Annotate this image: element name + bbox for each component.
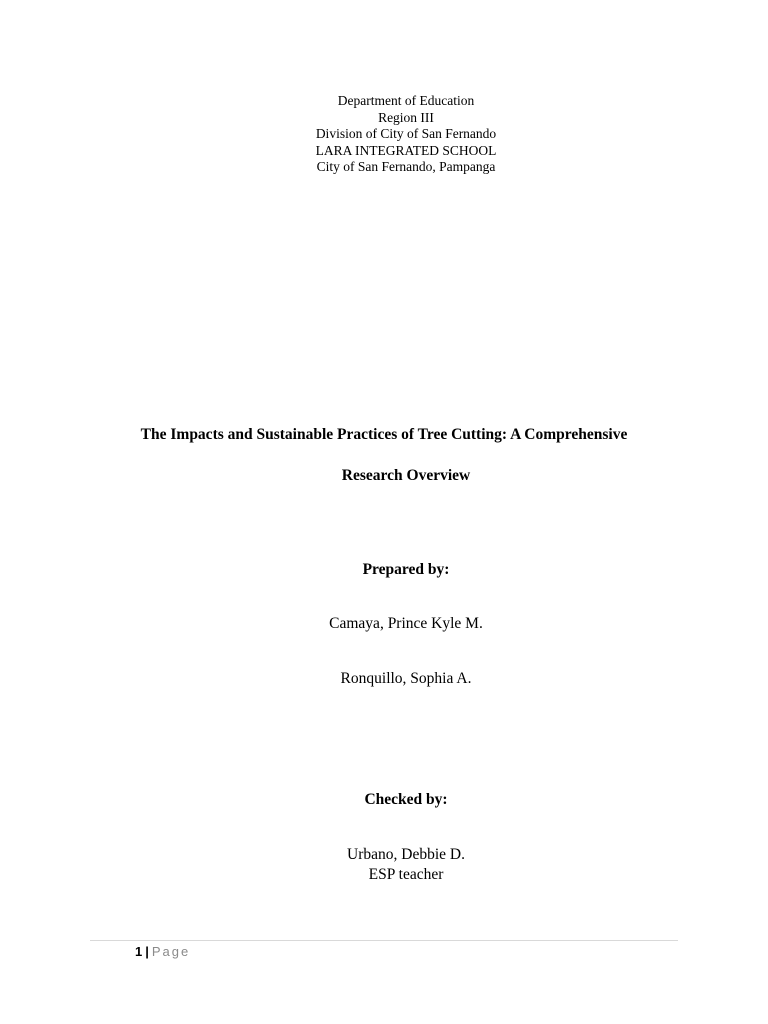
header-region: Region III	[378, 109, 434, 125]
header-school: LARA INTEGRATED SCHOOL	[315, 142, 497, 158]
checked-by-label: Checked by:	[364, 791, 448, 808]
preparer-name-2: Ronquillo, Sophia A.	[340, 670, 472, 687]
footer-divider	[90, 940, 678, 941]
page-footer	[135, 944, 190, 959]
checker-role: ESP teacher	[368, 866, 444, 883]
preparer-name-1: Camaya, Prince Kyle M.	[329, 615, 483, 632]
page-separator: |	[145, 944, 149, 959]
title-line-1: The Impacts and Sustainable Practices of Tree Cutting: A Comprehensive	[140, 426, 628, 443]
institution-header	[0, 93, 768, 176]
document-title	[0, 414, 768, 496]
page-word: Page	[151, 944, 191, 959]
page-number: 1	[135, 944, 143, 959]
header-division: Division of City of San Fernando	[315, 126, 497, 141]
header-department: Department of Education	[337, 93, 475, 108]
header-city: City of San Fernando, Pampanga	[316, 159, 496, 174]
prepared-by-label: Prepared by:	[362, 561, 450, 578]
checker-name: Urbano, Debbie D.	[347, 846, 465, 863]
title-line-2: Research Overview	[341, 467, 471, 484]
